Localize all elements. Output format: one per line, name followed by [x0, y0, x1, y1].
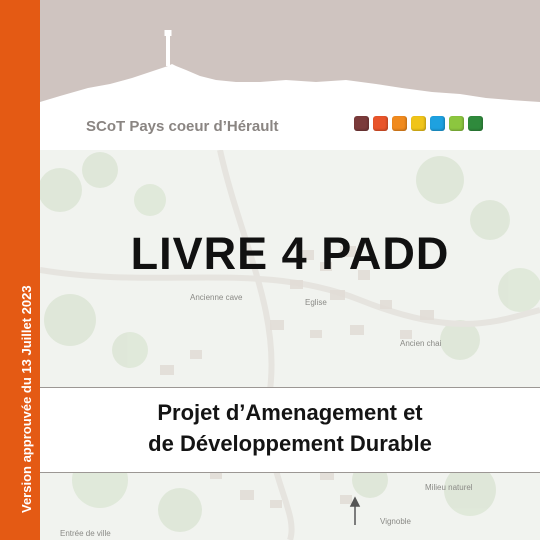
map-label: Entrée de ville	[60, 529, 111, 538]
color-square-1	[354, 116, 369, 131]
map-label: Ancien chai	[400, 339, 442, 348]
color-squares	[354, 116, 483, 131]
color-square-6	[449, 116, 464, 131]
map-label: Ancienne cave	[190, 293, 243, 302]
color-square-3	[392, 116, 407, 131]
color-square-5	[430, 116, 445, 131]
map-label: Eglise	[305, 298, 327, 307]
color-square-7	[468, 116, 483, 131]
map-label: Vignoble	[380, 517, 411, 526]
color-square-4	[411, 116, 426, 131]
side-band	[0, 0, 40, 540]
version-label: Version approuvée du 13 Juillet 2023	[19, 285, 34, 513]
map-label: Milieu naturel	[425, 483, 473, 492]
color-square-2	[373, 116, 388, 131]
subtitle-box	[40, 387, 540, 473]
brand-name: SCoT Pays coeur d’Hérault	[86, 118, 279, 135]
subtitle-line-2: de Développement Durable	[148, 431, 432, 456]
map-illustration	[40, 150, 540, 540]
background-map	[40, 150, 540, 540]
subtitle-line-1: Projet d’Amenagement et	[157, 400, 423, 425]
document-title: LIVRE 4 PADD	[130, 228, 450, 279]
